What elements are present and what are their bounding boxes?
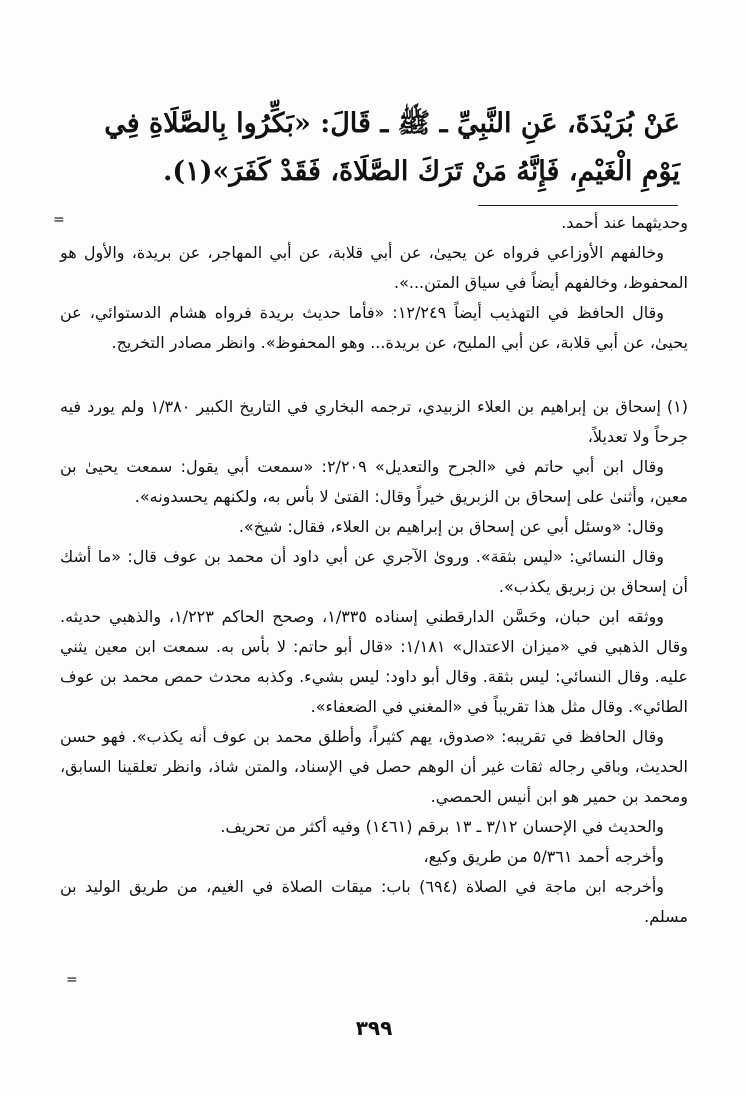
footnote-paragraph: والحديث في الإحسان ٣/١٢ ـ ١٣ برقم (١٤٦١) وفيه أكثر من تحريف. <box>220 817 664 836</box>
footnote-paragraph: وقال الحافظ في تقريبه: «صدوق، يهم كثيراً، وأطلق محمد بن عوف أنه يكذب». فهو حسن الحديث، وباقي رجاله ثقات غير أن الوهم حصل في الإسناد، والمتن شاذ، وانظر تعلقينا السابق، ومحمد بن حمير هو ابن أنيس الحمصي. <box>60 727 688 806</box>
footnote-paragraph: وحديثهما عند أحمد. <box>561 213 688 232</box>
hadith-text: عَنْ بُرَيْدَةَ، عَنِ النَّبِيِّ ـ ﷺ ـ قَالَ: «بَكِّرُوا بِالصَّلَاةِ فِي يَوْمِ الْغَيْمِ، فَإِنَّهُ مَنْ تَرَكَ الصَّلَاةَ، فَقَدْ كَفَرَ»(١). <box>104 108 680 187</box>
footnote-divider <box>478 205 678 206</box>
footnote-paragraph: وقال: «وسئل أبي عن إسحاق بن إبراهيم بن العلاء، فقال: شيخ». <box>238 517 664 536</box>
footnote-paragraph: وخالفهم الأوزاعي فرواه عن يحيىٰ، عن أبي قلابة، عن أبي المهاجر، عن بريدة، والأول هو المحفوظ، وخالفهم أيضاً في سياق المتن...». <box>60 243 688 292</box>
footnote-paragraph: وأخرجه ابن ماجة في الصلاة (٦٩٤) باب: ميقات الصلاة في الغيم، من طريق الوليد بن مسلم. <box>60 877 688 926</box>
footnote-paragraph: وقال النسائي: «ليس بثقة». وروىٰ الآجري عن أبي داود أن محمد بن عوف قال: «ما أشك أن إسحاق بن زبريق يكذب». <box>60 547 688 596</box>
continuation-mark-top: = <box>53 212 65 228</box>
footnotes-previous <box>60 208 688 358</box>
footnote-number: (١) <box>666 397 688 416</box>
page-number: ٣٩٩ <box>355 1016 393 1040</box>
footnote-paragraph: وقال ابن أبي حاتم في «الجرح والتعديل» ٢/٢٠٩: «سمعت أبي يقول: سمعت يحيىٰ بن معين، وأثنىٰ على إسحاق بن الزبريق خيراً وقال: الفتىٰ لا بأس به، ولكنهم يحسدونه». <box>60 457 688 506</box>
footnote-paragraph: ووثقه ابن حبان، وحَسَّن الدارقطني إسناده ١/٣٣٥، وصحح الحاكم ١/٢٢٣، والذهبي حديثه. وقال الذهبي في «ميزان الاعتدال» ١/١٨١: «قال أبو حاتم: لا بأس به. سمعت ابن معين يثني عليه. وقال النسائي: ليس بثقة. وقال أبو داود: ليس بشيء. وكذبه محدث حمص محمد بن عوف الطائي». وقال مثل هذا تقريباً في «المغني في الضعفاء». <box>60 607 688 716</box>
footnote-1 <box>60 392 688 932</box>
footnote-paragraph: إسحاق بن إبراهيم بن العلاء الزبيدي، ترجمه البخاري في التاريخ الكبير ١/٣٨٠ ولم يورد فيه جرحاً ولا تعديلاً، <box>60 397 688 446</box>
footnote-paragraph: وأخرجه أحمد ٥/٣٦١ من طريق وكيع، <box>423 847 664 866</box>
footnote-paragraph: وقال الحافظ في التهذيب أيضاً ١٢/٢٤٩: «فأما حديث بريدة فرواه هشام الدستوائي، عن يحيىٰ، عن أبي قلابة، عن أبي المليح، عن بريدة... وهو المحفوظ». وانظر مصادر التخريج. <box>60 303 688 352</box>
continuation-mark-bottom: = <box>66 972 78 988</box>
